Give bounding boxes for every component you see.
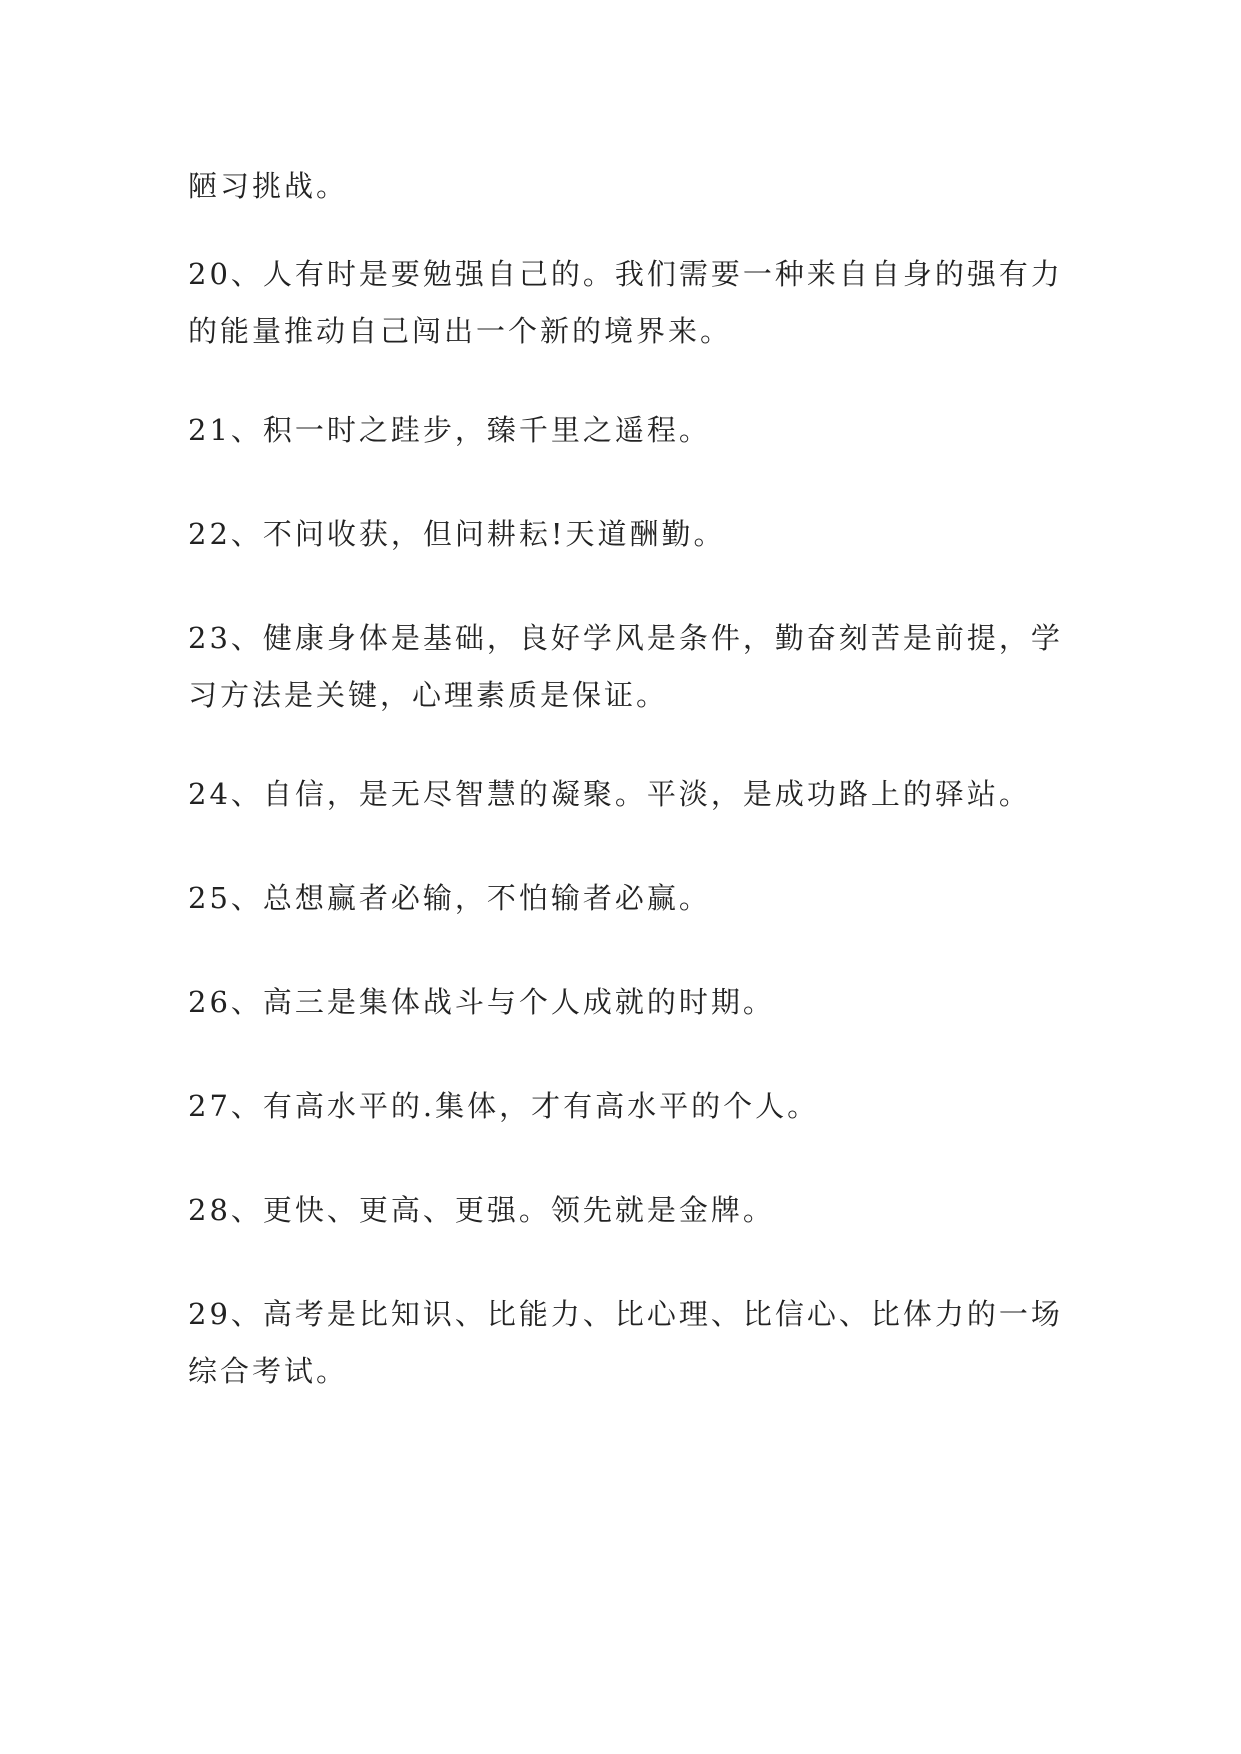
- paragraph-23: 23、健康身体是基础，良好学风是条件，勤奋刻苦是前提，学习方法是关键，心理素质是保证。: [188, 621, 1063, 712]
- paragraph-24: 24、自信，是无尽智慧的凝聚。平淡，是成功路上的驿站。: [188, 777, 1031, 811]
- paragraph-28: 28、更快、更高、更强。领先就是金牌。: [188, 1193, 775, 1227]
- paragraph-27: 27、有高水平的.集体，才有高水平的个人。: [188, 1089, 820, 1123]
- paragraph-25: 25、总想赢者必输，不怕输者必赢。: [188, 881, 711, 915]
- paragraph-29: 29、高考是比知识、比能力、比心理、比信心、比体力的一场综合考试。: [188, 1297, 1063, 1388]
- paragraph-continuation: 陋习挑战。: [188, 169, 349, 203]
- paragraph-26: 26、高三是集体战斗与个人成就的时期。: [188, 985, 775, 1019]
- paragraph-21: 21、积一时之跬步，臻千里之遥程。: [188, 413, 711, 447]
- paragraph-20: 20、人有时是要勉强自己的。我们需要一种来自自身的强有力的能量推动自己闯出一个新的境界来。: [188, 257, 1063, 348]
- paragraph-22: 22、不问收获，但问耕耘!天道酬勤。: [188, 517, 726, 551]
